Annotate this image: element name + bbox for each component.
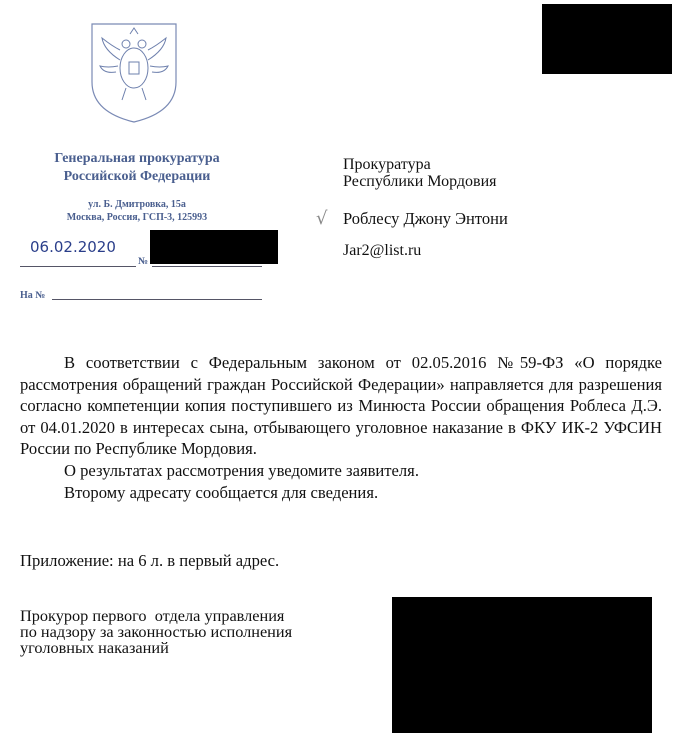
signatory-line1: Прокурор первого отдела управления bbox=[20, 606, 285, 625]
redacted-barcode bbox=[542, 4, 672, 74]
signatory-line3: уголовных наказаний bbox=[20, 638, 169, 657]
body-paragraph-1: В соответствии с Федеральным законом от 02.05.2016 №59-ФЗ «О порядке рассмотрения обращений граждан Российской Федерации» направляется для разрешения согласно компетенции копия поступившего из Минюста России обращения Роблеса Д.Э. от 04.01.2020 в интересах сына, отбывающего уголовное наказание в ФКУ ИК-2 УФСИН России по Республике Мордовия. bbox=[20, 353, 662, 459]
check-mark-icon: √ bbox=[316, 208, 328, 229]
organization-name bbox=[20, 150, 254, 186]
recipient-email: Jar2@list.ru bbox=[343, 242, 422, 259]
redacted-signature bbox=[392, 597, 652, 733]
signatory-line2: по надзору за законностью исполнения bbox=[20, 622, 293, 641]
state-emblem-icon bbox=[86, 20, 182, 126]
document-date: 06.02.2020 bbox=[30, 238, 116, 256]
signatory-title bbox=[20, 608, 292, 656]
recipient-prosecutor-office bbox=[343, 156, 497, 190]
recipient-person: Роблесу Джону Энтони bbox=[343, 209, 508, 228]
organization-name-line2: Российской Федерации bbox=[63, 169, 211, 184]
redacted-number bbox=[150, 230, 278, 264]
address-line2: Москва, Россия, ГСП-3, 125993 bbox=[66, 212, 208, 223]
number-label: № bbox=[138, 256, 149, 267]
organization-address bbox=[20, 198, 254, 224]
appendix-note: Приложение: на 6 л. в первый адрес. bbox=[20, 551, 280, 570]
date-underline bbox=[20, 266, 136, 267]
recipient1-line2: Республики Мордовия bbox=[343, 173, 497, 190]
organization-name-line1: Генеральная прокуратура bbox=[54, 151, 220, 166]
letter-body bbox=[20, 352, 662, 503]
number-underline bbox=[152, 266, 262, 267]
recipient1-line1: Прокуратура bbox=[343, 156, 431, 173]
reference-underline bbox=[52, 299, 262, 300]
address-line1: ул. Б. Дмитровка, 15а bbox=[88, 199, 186, 210]
body-paragraph-2: О результатах рассмотрения уведомите заявителя. bbox=[64, 460, 419, 480]
body-paragraph-3: Второму адресату сообщается для сведения. bbox=[64, 482, 379, 502]
reference-label: На № bbox=[20, 290, 46, 301]
